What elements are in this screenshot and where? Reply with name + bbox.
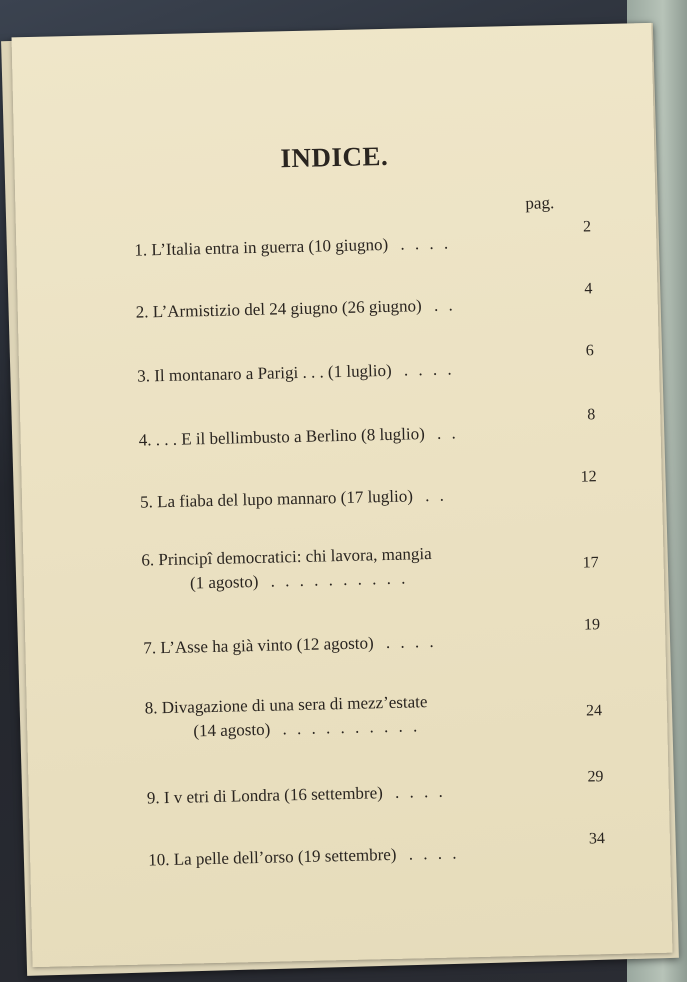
- leader-dots: . .: [424, 485, 448, 506]
- entry-text: L’Italia entra in guerra (10 giugno): [151, 234, 389, 260]
- entry-text: L’Armistizio del 24 giugno (26 giugno): [152, 296, 422, 322]
- entry-page-2: 4: [584, 280, 593, 298]
- entry-number: 2.: [135, 302, 149, 322]
- entry-page-8: 24: [585, 702, 603, 720]
- entry-text: L’Asse ha già vinto (12 agosto): [160, 633, 374, 658]
- entry-text: La pelle dell’orso (19 settembre): [173, 844, 397, 869]
- entry-number: 6.: [141, 550, 155, 570]
- entry-text: La fiaba del lupo mannaro (17 luglio): [156, 486, 414, 512]
- entry-number: 10.: [148, 850, 170, 870]
- leader-dots: . .: [433, 295, 456, 315]
- entry-number: 7.: [143, 638, 157, 658]
- entry-text: Divagazione di una sera di mezz’estate: [161, 692, 428, 718]
- toc-entry-2: [136, 291, 576, 325]
- entry-page-10: 34: [588, 830, 606, 848]
- toc-entry-7: [143, 627, 583, 661]
- toc-entry-1: [134, 229, 574, 263]
- entry-text: Il montanaro a Parigi . . . (1 luglio): [154, 360, 392, 386]
- entry-text: Principî democratici: chi lavora, mangia: [158, 543, 432, 570]
- index-page: [12, 23, 673, 967]
- toc-entry-5: [140, 481, 580, 515]
- leader-dots: . . . .: [394, 781, 447, 802]
- entry-number: 4.: [138, 430, 152, 450]
- leader-dots: . .: [436, 423, 459, 443]
- entry-page-5: 12: [580, 468, 597, 486]
- toc-entry-4: [138, 419, 578, 453]
- entry-number: 5.: [139, 492, 154, 512]
- entry-number: 8.: [144, 698, 158, 718]
- leader-dots: . . . .: [400, 233, 452, 254]
- pag-column-label: pag.: [525, 193, 555, 213]
- entry-number: 9.: [146, 788, 160, 808]
- entry-text: I v etri di Londra (16 settembre): [163, 783, 384, 808]
- entry-page-1: 2: [582, 218, 592, 236]
- entry-text-continued: (14 agosto): [193, 719, 271, 741]
- leader-dots: . . . . . . . . . .: [282, 716, 421, 739]
- entry-page-6: 17: [582, 554, 599, 572]
- leader-dots: . . . . . . . . . .: [270, 568, 409, 591]
- entry-text: . . . E il bellimbusto a Berlino (8 luglio): [155, 424, 425, 450]
- toc-entry-3: [137, 355, 577, 389]
- entry-page-3: 6: [585, 342, 594, 360]
- toc-entry-9: [147, 777, 587, 811]
- entry-page-4: 8: [587, 406, 596, 424]
- leader-dots: . . . .: [403, 359, 455, 380]
- entry-text-continued: (1 agosto): [189, 571, 259, 593]
- entry-number: 1.: [134, 240, 148, 260]
- entry-page-7: 19: [583, 616, 601, 634]
- leader-dots: . . . .: [408, 843, 460, 864]
- entry-page-9: 29: [587, 768, 604, 786]
- page-title: INDICE.: [280, 140, 389, 174]
- leader-dots: . . . .: [385, 631, 437, 653]
- entry-number: 3.: [137, 366, 151, 386]
- toc-entry-6: [141, 539, 582, 597]
- toc-entry-10: [148, 839, 588, 873]
- toc-entry-8: [145, 687, 586, 745]
